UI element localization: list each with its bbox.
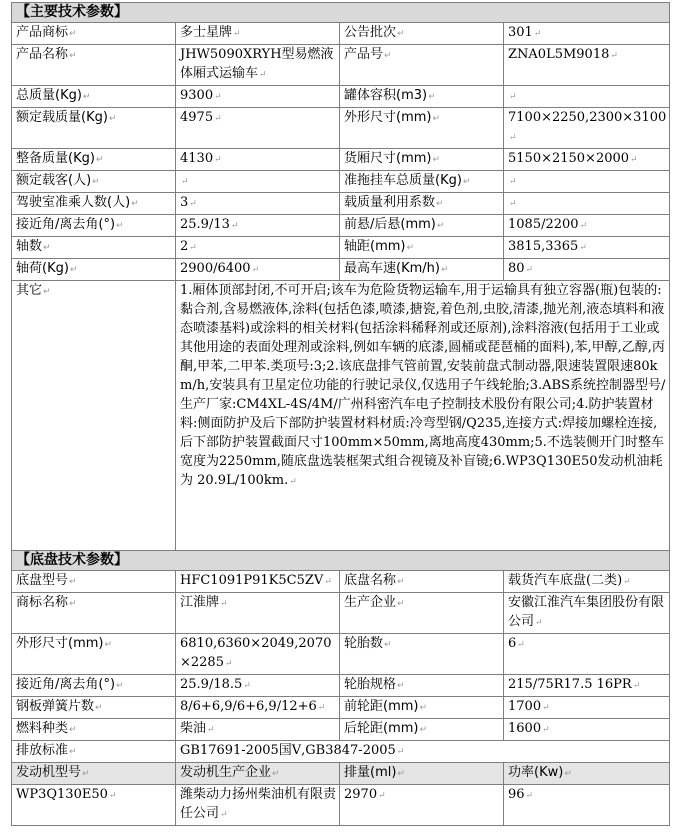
- table-row: [12, 108, 670, 149]
- paragraph-mark-icon: ↵: [43, 287, 51, 297]
- chassis-param-value: 江淮牌↵: [176, 593, 340, 634]
- paragraph-mark-icon: ↵: [324, 577, 332, 587]
- paragraph-mark-icon: ↵: [397, 599, 405, 609]
- main-param-value: [504, 193, 670, 215]
- paragraph-mark-icon: ↵: [397, 681, 405, 691]
- paragraph-mark-icon: ↵: [181, 177, 189, 187]
- paragraph-mark-icon: ↵: [82, 769, 90, 779]
- paragraph-mark-icon: ↵: [432, 114, 441, 124]
- paragraph-mark-icon: ↵: [92, 177, 100, 187]
- engine-value: 2970↵: [340, 785, 504, 826]
- paragraph-mark-icon: ↵: [108, 791, 117, 801]
- paragraph-mark-icon: ↵: [43, 243, 51, 253]
- main-param-label: 接近角/离去角(°)↵: [12, 215, 176, 237]
- paragraph-mark-icon: ↵: [82, 92, 91, 102]
- main-param-label: 驾驶室准乘人数(人)↵: [12, 193, 176, 215]
- table-row: [12, 259, 670, 281]
- main-param-label: 前悬/后悬(mm)↵: [340, 215, 504, 237]
- paragraph-mark-icon: ↵: [224, 659, 233, 669]
- main-param-label: 产品名称↵: [12, 45, 176, 86]
- paragraph-mark-icon: ↵: [116, 681, 124, 691]
- main-param-value: 9300↵: [176, 86, 340, 108]
- main-param-value: [504, 171, 670, 193]
- engine-header: 排量(ml)↵: [340, 763, 504, 785]
- table-row: [12, 741, 670, 763]
- chassis-param-value: 8/6+6,9/6+6,9/12+6↵: [176, 697, 340, 719]
- table-row: [12, 193, 670, 215]
- chassis-param-label: 外形尺寸(mm)↵: [12, 634, 176, 675]
- paragraph-mark-icon: ↵: [579, 243, 587, 253]
- paragraph-mark-icon: ↵: [535, 618, 543, 628]
- chassis-param-value: HFC1091P91K5C5ZV↵: [176, 571, 340, 593]
- main-param-value: 5150×2150×2000↵: [504, 149, 670, 171]
- table-row: [12, 281, 670, 551]
- paragraph-mark-icon: ↵: [428, 92, 436, 102]
- chassis-param-label: 后轮距(mm)↵: [340, 719, 504, 741]
- main-param-label: 外形尺寸(mm)↵: [340, 108, 504, 149]
- paragraph-mark-icon: ↵: [419, 725, 428, 735]
- paragraph-mark-icon: ↵: [509, 177, 517, 187]
- paragraph-mark-icon: ↵: [317, 703, 326, 713]
- paragraph-mark-icon: ↵: [243, 681, 251, 691]
- paragraph-mark-icon: ↵: [378, 791, 386, 801]
- engine-value: 潍柴动力扬州柴油机有限责任公司↵: [176, 785, 340, 826]
- main-param-label: 载质量利用系数↵: [340, 193, 504, 215]
- paragraph-mark-icon: ↵: [509, 92, 517, 102]
- table-row: [12, 215, 670, 237]
- main-param-value: 3815,3365↵: [504, 237, 670, 259]
- paragraph-mark-icon: ↵: [69, 51, 77, 61]
- paragraph-mark-icon: ↵: [630, 155, 638, 165]
- paragraph-mark-icon: ↵: [432, 155, 441, 165]
- main-param-label: 额定载质量(Kg)↵: [12, 108, 176, 149]
- paragraph-mark-icon: ↵: [384, 51, 392, 61]
- emission-value: GB17691-2005国Ⅴ,GB3847-2005↵: [176, 741, 670, 763]
- paragraph-mark-icon: ↵: [207, 725, 215, 735]
- chassis-param-label: 商标名称↵: [12, 593, 176, 634]
- table-row: [12, 719, 670, 741]
- paragraph-mark-icon: ↵: [419, 703, 428, 713]
- engine-header: 发动机生产企业↵: [176, 763, 340, 785]
- chassis-param-value: 载货汽车底盘(二类)↵: [504, 571, 670, 593]
- table-row: [12, 571, 670, 593]
- main-param-label: 整备质量(Kg)↵: [12, 149, 176, 171]
- main-param-label: 最高车速(Km/h)↵: [340, 259, 504, 281]
- table-row: [12, 23, 670, 45]
- paragraph-mark-icon: ↵: [214, 155, 222, 165]
- paragraph-mark-icon: ↵: [116, 221, 124, 231]
- table-row: [12, 763, 670, 785]
- paragraph-mark-icon: ↵: [542, 725, 550, 735]
- table-row: [12, 86, 670, 108]
- paragraph-mark-icon: ↵: [259, 70, 267, 80]
- chassis-param-label: 轮胎规格↵: [340, 675, 504, 697]
- other-label: 其它↵: [12, 281, 176, 551]
- main-param-label: 产品号↵: [340, 45, 504, 86]
- paragraph-mark-icon: ↵: [69, 577, 77, 587]
- main-param-label: 准拖挂车总质量(Kg)↵: [340, 171, 504, 193]
- paragraph-mark-icon: ↵: [69, 599, 77, 609]
- main-param-label: 总质量(Kg)↵: [12, 86, 176, 108]
- main-param-value: 4130↵: [176, 149, 340, 171]
- main-param-label: 轴数↵: [12, 237, 176, 259]
- paragraph-mark-icon: ↵: [69, 747, 77, 757]
- engine-header: 功率(Kw)↵: [504, 763, 670, 785]
- main-param-value: 2↵: [176, 237, 340, 259]
- paragraph-mark-icon: ↵: [69, 29, 77, 39]
- main-param-label: 额定载客(人)↵: [12, 171, 176, 193]
- paragraph-mark-icon: ↵: [251, 265, 260, 275]
- paragraph-mark-icon: ↵: [69, 265, 78, 275]
- table-row: [12, 675, 670, 697]
- chassis-param-label: 底盘型号↵: [12, 571, 176, 593]
- main-param-label: 货厢尺寸(mm)↵: [340, 149, 504, 171]
- paragraph-mark-icon: ↵: [214, 92, 222, 102]
- chassis-params-header: 【底盘技术参数】: [12, 551, 670, 571]
- paragraph-mark-icon: ↵: [220, 599, 228, 609]
- paragraph-mark-icon: ↵: [95, 703, 103, 713]
- paragraph-mark-icon: ↵: [104, 640, 113, 650]
- chassis-param-value: 25.9/18.5↵: [176, 675, 340, 697]
- other-text: 1.厢体顶部封闭,不可开启;该车为危险货物运输车,用于运输具有独立容器(瓶)包装的:黏合剂,含易燃液体,涂料(包括色漆,喷漆,搪瓷,着色剂,虫胶,清漆,抛光剂,液态填料和液态喷漆基料)或涂料的相关材料(包括涂料稀释剂或还原剂),涂料溶液(包括用于工业或其他用途的表面处理剂或涂料,例如车辆的底漆,圆桶或琵琶桶的面料),苯,甲醇,乙醇,丙酮,甲苯,二甲苯.类项号:3;2.该底盘排气管前置,安装前盘式制动器,限速装置限速80km/h,安装具有卫星定位功能的行驶记录仪,仅选用子午线轮胎;3.ABS系统控制器型号/生产厂家:CM4XL-4S/4M/广州科密汽车电子控制技术股份有限公司;4.防护装置材料:侧面防护及后下部防护装置材料材质:冷弯型钢/Q235,连接方式:焊接加螺栓连接,后下部防护装置截面尺寸100mm×50mm,离地高度430mm;5.不选装侧开门时整车宽度为2250mm,随底盘选装框架式组合视镜及补盲镜;6.WP3Q130E50发动机油耗为 20.9L/100km.↵: [176, 281, 670, 551]
- paragraph-mark-icon: ↵: [397, 577, 405, 587]
- main-param-value: JHW5090XRYH型易燃液体厢式运输车↵: [176, 45, 340, 86]
- chassis-param-value: 1700↵: [504, 697, 670, 719]
- paragraph-mark-icon: ↵: [397, 769, 405, 779]
- paragraph-mark-icon: ↵: [230, 221, 239, 231]
- main-param-value: [504, 86, 670, 108]
- paragraph-mark-icon: ↵: [272, 769, 280, 779]
- table-row: [12, 593, 670, 634]
- paragraph-mark-icon: ↵: [384, 640, 392, 650]
- paragraph-mark-icon: ↵: [533, 29, 542, 39]
- paragraph-mark-icon: ↵: [406, 243, 415, 253]
- table-row: [12, 785, 670, 826]
- paragraph-mark-icon: ↵: [214, 114, 222, 124]
- paragraph-mark-icon: ↵: [436, 199, 444, 209]
- emission-label: 排放标准↵: [12, 741, 176, 763]
- main-param-value: 7100×2250,2300×3100↵: [504, 108, 670, 149]
- paragraph-mark-icon: ↵: [289, 477, 297, 487]
- paragraph-mark-icon: ↵: [131, 199, 139, 209]
- paragraph-mark-icon: ↵: [396, 747, 405, 757]
- engine-value: WP3Q130E50↵: [12, 785, 176, 826]
- main-param-label: 轴荷(Kg)↵: [12, 259, 176, 281]
- main-param-value: 25.9/13↵: [176, 215, 340, 237]
- table-row: [12, 45, 670, 86]
- paragraph-mark-icon: ↵: [108, 114, 117, 124]
- paragraph-mark-icon: ↵: [517, 640, 525, 650]
- main-param-value: 301↵: [504, 23, 670, 45]
- paragraph-mark-icon: ↵: [95, 155, 104, 165]
- table-row: [12, 171, 670, 193]
- main-param-value: 1085/2200↵: [504, 215, 670, 237]
- paragraph-mark-icon: ↵: [462, 177, 471, 187]
- paragraph-mark-icon: ↵: [189, 243, 197, 253]
- main-param-value: [176, 171, 340, 193]
- engine-value: 96↵: [504, 785, 670, 826]
- chassis-param-value: 6↵: [504, 634, 670, 675]
- paragraph-mark-icon: ↵: [632, 681, 641, 691]
- paragraph-mark-icon: ↵: [220, 810, 228, 820]
- chassis-param-label: 燃料种类↵: [12, 719, 176, 741]
- spec-table: [11, 2, 670, 826]
- main-param-label: 罐体容积(m3)↵: [340, 86, 504, 108]
- main-param-label: 产品商标↵: [12, 23, 176, 45]
- paragraph-mark-icon: ↵: [579, 221, 588, 231]
- chassis-param-label: 前轮距(mm)↵: [340, 697, 504, 719]
- chassis-param-label: 钢板弹簧片数↵: [12, 697, 176, 719]
- main-param-value: 多士星牌↵: [176, 23, 340, 45]
- main-param-value: ZNA0L5M9018↵: [504, 45, 670, 86]
- paragraph-mark-icon: ↵: [564, 769, 572, 779]
- main-param-value: 80↵: [504, 259, 670, 281]
- table-row: [12, 697, 670, 719]
- paragraph-mark-icon: ↵: [525, 265, 534, 275]
- chassis-param-value: 215/75R17.5 16PR↵: [504, 675, 670, 697]
- paragraph-mark-icon: ↵: [440, 265, 449, 275]
- paragraph-mark-icon: ↵: [623, 577, 631, 587]
- chassis-param-label: 接近角/离去角(°)↵: [12, 675, 176, 697]
- chassis-param-value: 6810,6360×2049,2070×2285↵: [176, 634, 340, 675]
- chassis-param-label: 生产企业↵: [340, 593, 504, 634]
- chassis-param-value: 安徽江淮汽车集团股份有限公司↵: [504, 593, 670, 634]
- paragraph-mark-icon: ↵: [610, 51, 618, 61]
- main-param-value: 2900/6400↵: [176, 259, 340, 281]
- chassis-param-label: 底盘名称↵: [340, 571, 504, 593]
- paragraph-mark-icon: ↵: [525, 791, 534, 801]
- main-param-value: 4975↵: [176, 108, 340, 149]
- table-row: [12, 634, 670, 675]
- paragraph-mark-icon: ↵: [189, 199, 197, 209]
- main-param-label: 轴距(mm)↵: [340, 237, 504, 259]
- chassis-param-value: 1600↵: [504, 719, 670, 741]
- main-params-header: 【主要技术参数】: [12, 3, 670, 23]
- main-param-label: 公告批次↵: [340, 23, 504, 45]
- paragraph-mark-icon: ↵: [233, 29, 241, 39]
- paragraph-mark-icon: ↵: [509, 133, 517, 143]
- table-row: [12, 149, 670, 171]
- paragraph-mark-icon: ↵: [542, 703, 550, 713]
- table-row: [12, 237, 670, 259]
- paragraph-mark-icon: ↵: [509, 199, 517, 209]
- main-param-value: 3↵: [176, 193, 340, 215]
- chassis-param-label: 轮胎数↵: [340, 634, 504, 675]
- table-row: [12, 551, 670, 571]
- engine-header: 发动机型号↵: [12, 763, 176, 785]
- paragraph-mark-icon: ↵: [436, 221, 445, 231]
- chassis-param-value: 柴油↵: [176, 719, 340, 741]
- paragraph-mark-icon: ↵: [69, 725, 77, 735]
- paragraph-mark-icon: ↵: [397, 29, 405, 39]
